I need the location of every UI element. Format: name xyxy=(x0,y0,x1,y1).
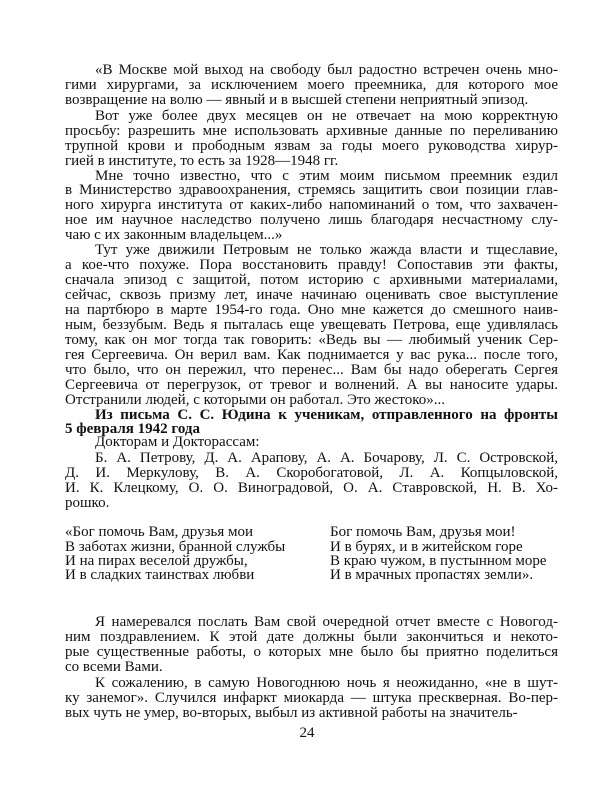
text-line: рошко. xyxy=(65,495,110,511)
text-line: ным, беззубым. Ведь я пыталась еще увещевать Петрова, еще удивлялась xyxy=(65,317,558,333)
text-line: сейчас, сквозь призму лет, иначе начинаю оценивать свое выступление xyxy=(65,287,558,303)
text-line: чаю с их законным владельцем...» xyxy=(65,227,283,243)
text-line: рые существенные работы, о которых мне было бы приятно поделиться xyxy=(65,644,558,660)
text-line: Тут уже движили Петровым не только жажда власти и тщеславие, xyxy=(95,242,558,258)
text-line: сначала эпизод с защитой, потом историю с архивными материалами, xyxy=(65,272,558,288)
text-line: трупной крови и прободным язвам за годы моего руководства хирур- xyxy=(65,138,558,154)
text-line: гией в институте, то есть за 1928—1948 гг. xyxy=(65,153,339,169)
poem-line-left: В заботах жизни, бранной службы xyxy=(65,539,286,555)
text-line: ного хирурга института от каких-либо напоминаний о том, что захвачен- xyxy=(65,197,558,213)
poem-line-right: И в мрачных пропастях земли». xyxy=(330,567,534,583)
text-line: тому, как он мог тогда так говорить: «Ведь вы — любимый ученик Сер- xyxy=(65,332,558,348)
text-line: а кое-что похуже. Пора восстановить правду! Сопоставив эти факты, xyxy=(65,257,558,273)
section-heading-line: 5 февраля 1942 года xyxy=(65,421,200,437)
text-line: ним поздравлением. К этой дате должны были закончиться и некото- xyxy=(65,629,558,645)
page-number: 24 xyxy=(299,725,315,741)
text-line: Отстранили людей, с которыми он работал. Это жестоко»... xyxy=(65,392,446,408)
text-line: Б. А. Петрову, Д. А. Арапову, А. А. Бочарову, Л. С. Островской, xyxy=(95,450,558,466)
text-line: в Министерство здравоохранения, стремясь защитить свои позиции глав- xyxy=(65,182,558,198)
text-line: возвращение на волю — явный и в высшей степени неприятный эпизод. xyxy=(65,92,529,108)
text-line: Я намеревался послать Вам свой очередной отчет вместе с Новогод- xyxy=(95,614,558,630)
poem-line-left: «Бог помочь Вам, друзья мои xyxy=(65,524,254,540)
text-line: на партбюро в марте 1954-го года. Оно мне кажется до смешного наив- xyxy=(65,302,558,318)
text-line: «В Москве мой выход на свободу был радостно встречен очень мно- xyxy=(95,62,558,78)
text-line: Д. И. Меркулову, В. А. Скоробогатовой, Л. А. Копцыловской, xyxy=(65,465,558,481)
poem-line-right: И в бурях, и в житейском горе xyxy=(330,539,523,555)
poem-line-left: И в сладких таинствах любви xyxy=(65,567,255,583)
poem-line-left: И на пирах веселой дружбы, xyxy=(65,553,248,569)
section-heading-line: Из письма С. С. Юдина к ученикам, отправленного на фронты xyxy=(95,407,558,423)
text-line: гими хирургами, за исключением моего преемника, для которого мое xyxy=(65,77,558,93)
text-line: К сожалению, в самую Новогоднюю ночь я неожиданно, «не в шут- xyxy=(95,675,558,691)
text-line: со всеми Вами. xyxy=(65,659,163,675)
text-line: Сергеевича от перегрузок, от тревог и волнений. А вы наносите удары. xyxy=(65,377,558,393)
poem-line-right: В краю чужом, в пустынном море xyxy=(330,553,547,569)
text-line: что было, что он пережил, что перенес... Вам бы надо оберегать Сергея xyxy=(65,362,558,378)
text-line: И. К. Клецкому, О. О. Виноградовой, О. А. Ставровской, Н. В. Хо- xyxy=(65,480,558,496)
text-line: ное им научное наследство получено лишь благодаря несчастному слу- xyxy=(65,212,558,228)
text-line: ку занемог». Случился инфаркт миокарда — штука прескверная. Во-пер- xyxy=(65,690,558,706)
text-line: просьбу: разрешить мне использовать архивные данные по переливанию xyxy=(65,123,558,139)
text-line: вых чуть не умер, во-вторых, выбыл из активной работы на значитель- xyxy=(65,705,518,721)
poem-line-right: Бог помочь Вам, друзья мои! xyxy=(330,524,516,540)
text-line: Вот уже более двух месяцев он не отвечает на мою корректную xyxy=(95,108,558,124)
text-line: Докторам и Докторассам: xyxy=(95,434,260,450)
text-line: гея Сергеевича. Он верил вам. Как поднимается у вас рука... после того, xyxy=(65,347,558,363)
text-line: Мне точно известно, что с этим моим письмом преемник ездил xyxy=(95,168,558,184)
